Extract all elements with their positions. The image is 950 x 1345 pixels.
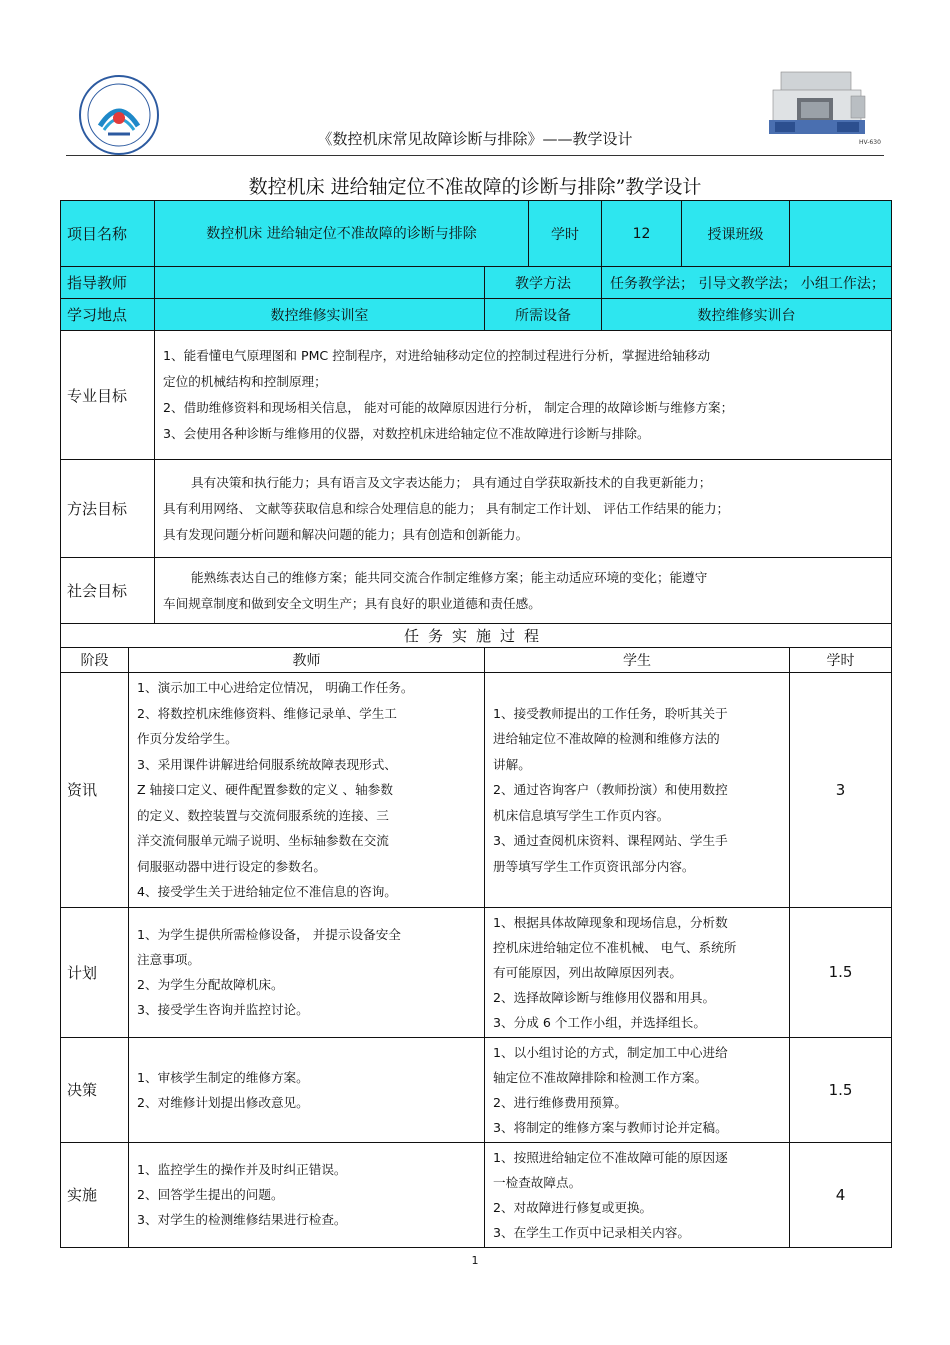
process-row [61, 1142, 892, 1247]
process-row [61, 673, 892, 908]
student-column-header: 学生 [485, 648, 790, 673]
professional-goal-label: 专业目标 [61, 331, 155, 460]
process-section-title: 任务实施过程 [61, 624, 892, 648]
student-cell: 1、按照进给轴定位不准故障可能的原因逐 一检查故障点。 2、对故障进行修复或更换。 3、在学生工作页中记录相关内容。 [485, 1142, 790, 1247]
student-cell: 1、根据具体故障现象和现场信息，分析数 控机床进给轴定位不准机械、 电气、系统所 有可能原因，列出故障原因列表。 2、选择故障诊断与维修用仪器和用具。 3、分成 6 个工作小组，并选择组长。 [485, 907, 790, 1037]
process-row [61, 1037, 892, 1142]
stage-cell: 资讯 [61, 673, 129, 908]
machine-label: HV-630 [859, 139, 881, 146]
professional-goal-text: 1、能看懂电气原理图和 PMC 控制程序，对进给轴移动定位的控制过程进行分析，掌握进给轴移动 定位的机械结构和控制原理； 2、借助维修资料和现场相关信息， 能对可能的故障原因进行分析， 制定合理的故障诊断与维修方案； 3、会使用各种诊断与维修用的仪器，对数控机床进给轴定位不准故障进行诊断与排除。 [155, 331, 892, 460]
stage-column-header: 阶段 [61, 648, 129, 673]
equipment-value: 数控维修实训台 [602, 299, 892, 331]
hours-column-header: 学时 [790, 648, 892, 673]
method-label: 教学方法 [485, 267, 602, 299]
hours-cell: 1.5 [790, 1037, 892, 1142]
student-cell: 1、以小组讨论的方式，制定加工中心进给 轴定位不准故障排除和检测工作方案。 2、进行维修费用预算。 3、将制定的维修方案与教师讨论并定稿。 [485, 1037, 790, 1142]
equipment-label: 所需设备 [485, 299, 602, 331]
project-name-value: 数控机床 进给轴定位不准故障的诊断与排除 [155, 201, 529, 267]
stage-cell: 计划 [61, 907, 129, 1037]
header-title: 《数控机床常见故障诊断与排除》——教学设计 [317, 130, 633, 148]
stage-cell: 实施 [61, 1142, 129, 1247]
teacher-column-header: 教师 [129, 648, 485, 673]
method-goal-label: 方法目标 [61, 460, 155, 558]
class-value [790, 201, 892, 267]
student-cell: 1、接受教师提出的工作任务，聆听其关于 进给轴定位不准故障的检测和维修方法的 讲解。 2、通过咨询客户（教师扮演）和使用数控 机床信息填写学生工作页内容。 3、通过查阅机床资料、课程网站、学生手 册等填写学生工作页资讯部分内容。 [485, 673, 790, 908]
project-name-label: 项目名称 [61, 201, 155, 267]
teacher-cell: 1、监控学生的操作并及时纠正错误。 2、回答学生提出的问题。 3、对学生的检测维修结果进行检查。 [129, 1142, 485, 1247]
hours-cell: 3 [790, 673, 892, 908]
hours-cell: 1.5 [790, 907, 892, 1037]
stage-cell: 决策 [61, 1037, 129, 1142]
hours-value: 12 [602, 201, 682, 267]
hours-cell: 4 [790, 1142, 892, 1247]
teaching-design-table [60, 200, 892, 1248]
location-value: 数控维修实训室 [155, 299, 485, 331]
location-label: 学习地点 [61, 299, 155, 331]
process-row [61, 907, 892, 1037]
document-title: 数控机床 进给轴定位不准故障的诊断与排除”教学设计 [248, 176, 702, 198]
teacher-cell: 1、审核学生制定的维修方案。 2、对维修计划提出修改意见。 [129, 1037, 485, 1142]
social-goal-label: 社会目标 [61, 558, 155, 624]
teacher-cell: 1、演示加工中心进给定位情况， 明确工作任务。 2、将数控机床维修资料、维修记录单、学生工 作页分发给学生。 3、采用课件讲解进给伺服系统故障表现形式、 Z 轴接口定义、硬件配置参数的定义 、轴参数 的定义、数控装置与交流伺服系统的连接、三 洋交流伺服单元端子说明、坐标轴参数在交流 伺服驱动器中进行设定的参数名。 4、接受学生关于进给轴定位不准信息的咨询。 [129, 673, 485, 908]
method-value: 任务教学法； 引导文教学法； 小组工作法； [602, 267, 892, 299]
social-goal-text: 能熟练表达自己的维修方案；能共同交流合作制定维修方案；能主动适应环境的变化；能遵守 车间规章制度和做到安全文明生产；具有良好的职业道德和责任感。 [155, 558, 892, 624]
hours-label: 学时 [529, 201, 602, 267]
header-divider [66, 155, 884, 156]
class-label: 授课班级 [682, 201, 790, 267]
page-number: 1 [471, 1254, 479, 1267]
teacher-cell: 1、为学生提供所需检修设备， 并提示设备安全 注意事项。 2、为学生分配故障机床。 3、接受学生咨询并监控讨论。 [129, 907, 485, 1037]
teacher-value [155, 267, 485, 299]
teacher-label: 指导教师 [61, 267, 155, 299]
method-goal-text: 具有决策和执行能力；具有语言及文字表达能力； 具有通过自学获取新技术的自我更新能力； 具有利用网络、 文献等获取信息和综合处理信息的能力； 具有制定工作计划、 评估工作结果的能力； 具有发现问题分析问题和解决问题的能力；具有创造和创新能力。 [155, 460, 892, 558]
